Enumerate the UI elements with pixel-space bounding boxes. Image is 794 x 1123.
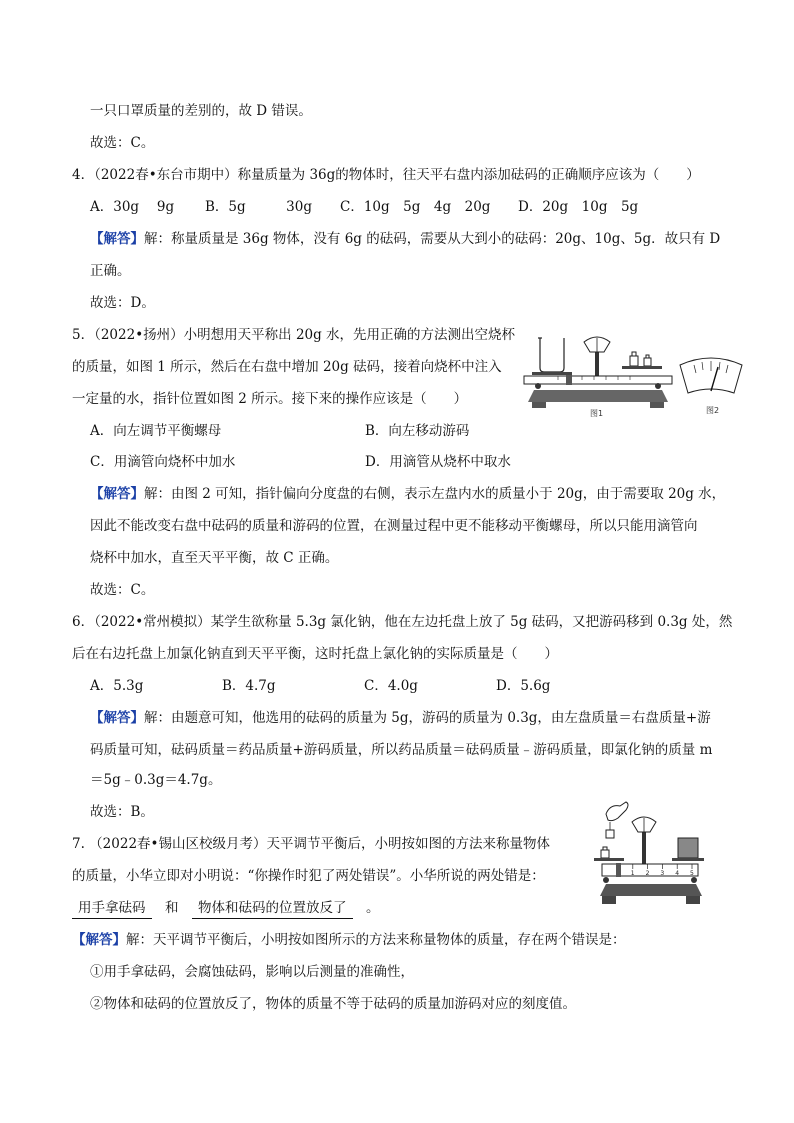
q7-answer-text: 解：天平调节平衡后，小明按如图所示的方法来称量物体的质量，存在两个错误是： — [126, 932, 626, 948]
pointer-dial-figure-2 — [676, 353, 746, 419]
scale-tick-label: 3 — [660, 870, 665, 877]
answer-blank-1: 用手拿砝码 — [72, 898, 152, 919]
q4-option-a: A．30g 9g — [90, 199, 175, 215]
q6-option-b: B．4.7g — [222, 678, 276, 694]
q4-option-b: B．5g 30g — [205, 199, 312, 215]
balance-figure-1 — [518, 328, 678, 420]
scale-tick-label: 4 — [675, 870, 680, 877]
q5-option-a: A．向左调节平衡螺母 — [90, 423, 222, 439]
q5-answer-text: 解：由图 2 可知，指针偏向分度盘的右侧，表示左盘内水的质量小于 20g，由于需要取 20g 水， — [144, 486, 726, 502]
q4-option-d: D．20g 10g 5g — [518, 199, 639, 215]
answer-tag: 【解答】 — [72, 932, 126, 948]
q5-answer-line3: 烧杯中加水，直至天平平衡，故 C 正确。 — [90, 550, 339, 566]
q7-answer-line1 — [72, 930, 626, 950]
q6-option-c: C．4.0g — [364, 678, 418, 694]
scale-tick-label: 1 — [630, 870, 635, 877]
q6-option-a: A．5.3g — [90, 678, 144, 694]
fig2-caption: 图2 — [706, 406, 720, 415]
q6-answer-line3: ＝5g﹣0.3g＝4.7g。 — [90, 772, 222, 788]
fig1-caption: 图1 — [590, 409, 604, 418]
q4-stem: 4．（2022春•东台市期中）称量质量为 36g的物体时，往天平右盘内添加砝码的正确顺序应该为（ ） — [72, 167, 700, 183]
blank-end: 。 — [366, 900, 380, 916]
prev-choice: 故选：C。 — [90, 135, 155, 151]
blank-joiner: 和 — [165, 900, 179, 916]
q6-answer-line1 — [90, 708, 711, 728]
q6-answer-text: 解：由题意可知，他选用的砝码的质量为 5g，游码的质量为 0.3g，由左盘质量＝右盘质量+游 — [144, 710, 711, 726]
balance-figure-hand — [592, 800, 710, 912]
q5-option-c: C．用滴管向烧杯中加水 — [90, 454, 236, 470]
answer-tag: 【解答】 — [90, 231, 144, 247]
q7-point-1: ①用手拿砝码，会腐蚀砝码，影响以后测量的准确性， — [90, 964, 414, 980]
q6-stem-line1: 6．（2022•常州模拟）某学生欲称量 5.3g 氯化钠，他在左边托盘上放了 5g 砝码，又把游码移到 0.3g 处，然 — [72, 614, 733, 630]
q6-option-d: D．5.6g — [496, 678, 551, 694]
scale-tick-label: 5 — [690, 870, 694, 877]
q4-option-c: C．10g 5g 4g 20g — [340, 199, 491, 215]
q6-answer-line2: 码质量可知，砝码质量＝药品质量+游码质量，所以药品质量＝砝码质量﹣游码质量，即氯化钠的质量 m — [90, 742, 713, 758]
q5-option-b: B．向左移动游码 — [365, 423, 470, 439]
q4-choice: 故选：D。 — [90, 295, 155, 311]
answer-tag: 【解答】 — [90, 486, 144, 502]
prev-answer-line: 一只口罩质量的差别的，故 D 错误。 — [90, 103, 312, 119]
q4-answer-line2: 正确。 — [90, 263, 131, 279]
q5-option-d: D．用滴管从烧杯中取水 — [365, 454, 511, 470]
q4-answer-text: 解：称量质量是 36g 物体，没有 6g 的砝码，需要从大到小的砝码：20g、10g、5g．故只有 D — [144, 231, 721, 247]
answer-tag: 【解答】 — [90, 710, 144, 726]
q4-answer-line1 — [90, 229, 720, 249]
q5-choice: 故选：C。 — [90, 582, 155, 598]
q7-blanks-line — [72, 898, 380, 919]
q5-stem-line3: 一定量的水，指针位置如图 2 所示。接下来的操作应该是（ ） — [72, 391, 468, 407]
q6-choice: 故选：B。 — [90, 804, 154, 820]
q5-stem-line2: 的质量，如图 1 所示，然后在右盘中增加 20g 砝码，接着向烧杯中注入 — [72, 359, 502, 375]
scale-tick-label: 2 — [645, 870, 650, 877]
q7-stem-line2: 的质量，小华立即对小明说：“你操作时犯了两处错误”。小华所说的两处错是： — [72, 868, 545, 884]
answer-blank-2: 物体和砝码的位置放反了 — [192, 898, 353, 919]
q7-point-2: ②物体和砝码的位置放反了，物体的质量不等于砝码的质量加游码对应的刻度值。 — [90, 996, 576, 1012]
q6-stem-line2: 后在右边托盘上加氯化钠直到天平平衡，这时托盘上氯化钠的实际质量是（ ） — [72, 646, 558, 662]
q5-answer-line1 — [90, 484, 725, 504]
q7-stem-line1: 7. （2022春•锡山区校级月考）天平调节平衡后，小明按如图的方法来称量物体 — [72, 836, 550, 852]
q5-stem-line1: 5．（2022•扬州）小明想用天平称出 20g 水，先用正确的方法测出空烧杯 — [72, 327, 516, 343]
q5-answer-line2: 因此不能改变右盘中砝码的质量和游码的位置，在测量过程中更不能移动平衡螺母，所以只能用滴管向 — [90, 518, 698, 534]
